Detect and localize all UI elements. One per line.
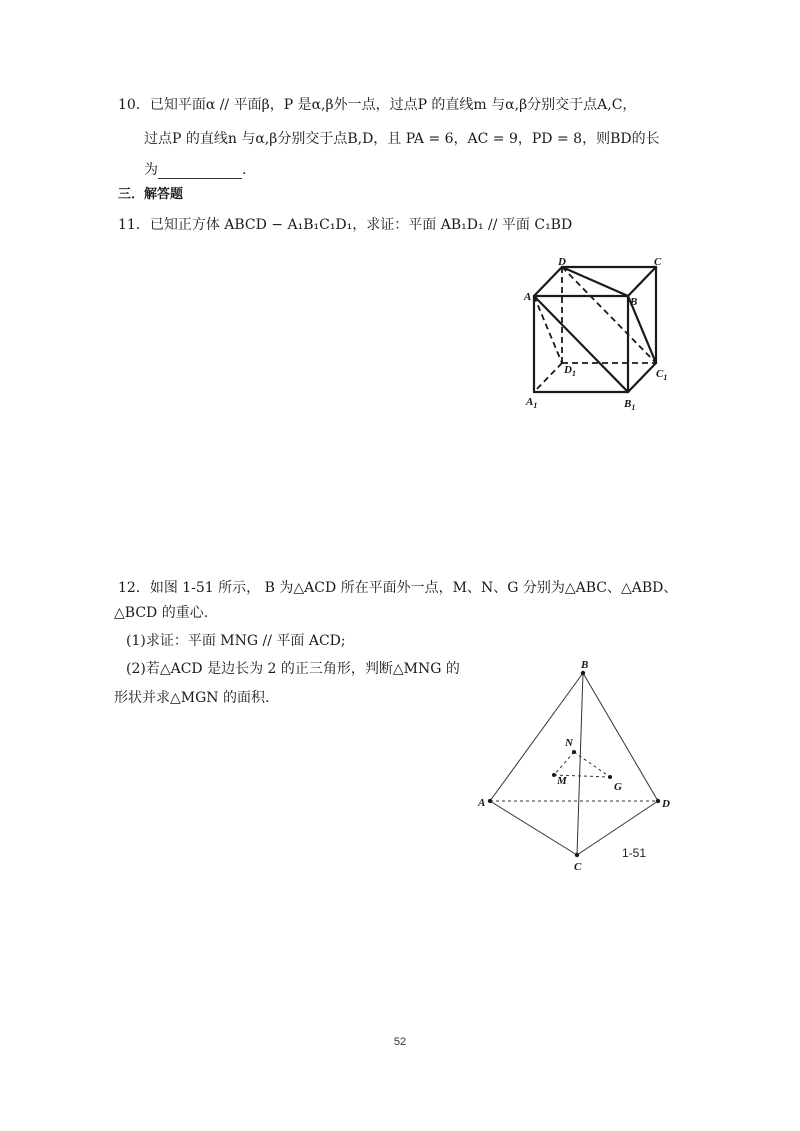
q12-line1: 12．如图 1-51 所示， B 为△ACD 所在平面外一点，M、N、G 分别为△ABC、△ABD、 [118,580,678,596]
cube-figure [520,255,680,415]
label-D: D [558,256,566,268]
q12-line2: △BCD 的重心. [114,605,209,621]
label-C: C [574,861,582,873]
q10-line3 [144,161,246,179]
label-B: B [630,296,638,308]
q10-line2: 过点P 的直线n 与α,β分别交于点B,D，且 PA = 6，AC = 9，PD = 8，则BD的长 [144,131,660,147]
q10-line3-suffix: . [242,162,247,178]
figure-caption: 1-51 [622,846,647,860]
label-M: M [557,775,567,787]
label-B1: $B_1$ [624,398,636,412]
label-G: G [614,781,622,793]
label-D1: $D_1$ [564,364,576,378]
q10-line1: 10．已知平面α // 平面β，P 是α,β外一点，过点P 的直线m 与α,β分别交于点A,C， [118,97,637,113]
page-number: 52 [393,1036,407,1048]
label-B: B [581,659,589,671]
q11-statement: 11．已知正方体 ABCD − A₁B₁C₁D₁，求证：平面 AB₁D₁ // 平面 C₁BD [118,217,573,233]
q12-part2: (2)若△ACD 是边长为 2 的正三角形，判断△MNG 的 [126,661,460,677]
label-A: A [524,291,532,303]
section-heading: 三．解答题 [118,187,184,202]
answer-blank [158,165,242,179]
label-A: A [478,797,486,809]
q10-line3-prefix: 为 [144,162,158,178]
label-N: N [565,737,573,749]
tetrahedron-figure [470,655,670,880]
q12-part2-cont: 形状并求△MGN 的面积. [114,690,270,706]
q12-part1: (1)求证：平面 MNG // 平面 ACD; [126,633,346,649]
label-C1: $C_1$ [656,368,668,382]
label-C: C [654,256,662,268]
label-A1: $A_1$ [526,396,538,410]
label-D: D [662,798,670,810]
